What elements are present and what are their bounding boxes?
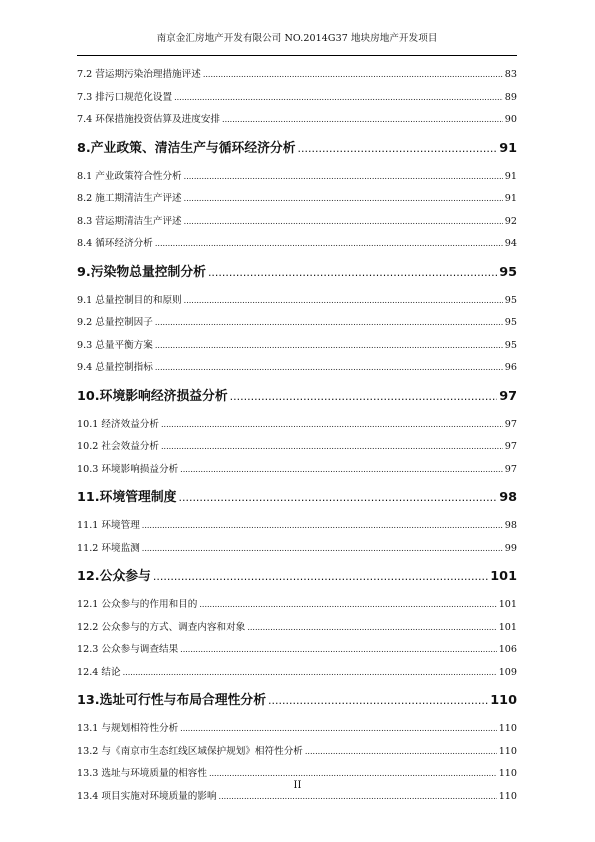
toc-entry-title: 12.公众参与 <box>77 569 151 584</box>
toc-dot-leader <box>155 312 503 335</box>
toc-dot-leader <box>161 414 503 437</box>
toc-entry-title: 7.2 营运期污染治理措施评述 <box>77 69 201 80</box>
toc-entry-title: 10.1 经济效益分析 <box>77 418 159 430</box>
toc-subsection-entry[interactable] <box>77 312 517 335</box>
toc-subsection-entry[interactable] <box>77 64 517 87</box>
toc-section-entry[interactable] <box>77 132 517 166</box>
toc-subsection-entry[interactable] <box>77 538 517 561</box>
toc-dot-leader <box>230 380 498 414</box>
toc-entry-title: 13.1 与规划相符性分析 <box>77 723 179 734</box>
toc-subsection-entry[interactable] <box>77 459 517 482</box>
table-of-contents <box>77 64 517 808</box>
toc-entry-title: 9.4 总量控制指标 <box>77 362 153 373</box>
toc-section-entry[interactable] <box>77 256 517 290</box>
toc-entry-page: 95 <box>504 294 517 306</box>
toc-dot-leader <box>142 538 503 561</box>
toc-entry-title: 11.环境管理制度 <box>77 490 177 505</box>
toc-entry-page: 101 <box>490 569 517 584</box>
toc-subsection-entry[interactable] <box>77 741 517 764</box>
toc-entry-page: 109 <box>498 666 517 678</box>
page-footer <box>0 780 595 791</box>
toc-subsection-entry[interactable] <box>77 594 517 617</box>
toc-section-entry[interactable] <box>77 560 517 594</box>
toc-entry-page: 101 <box>498 621 517 633</box>
toc-entry-title: 12.2 公众参与的方式、调查内容和对象 <box>77 621 246 633</box>
toc-dot-leader <box>184 211 503 234</box>
toc-subsection-entry[interactable] <box>77 662 517 685</box>
toc-entry-title: 9.污染物总量控制分析 <box>77 264 206 280</box>
toc-entry-page: 95 <box>499 264 517 280</box>
toc-entry-title: 9.1 总量控制目的和原则 <box>77 294 182 306</box>
toc-subsection-entry[interactable] <box>77 357 517 380</box>
toc-entry-title: 10.2 社会效益分析 <box>77 441 159 452</box>
toc-section-entry[interactable] <box>77 481 517 515</box>
toc-entry-title: 13.4 项目实施对环境质量的影响 <box>77 790 217 802</box>
toc-dot-leader <box>155 335 503 358</box>
page-number: II <box>293 780 302 791</box>
toc-dot-leader <box>203 64 503 87</box>
toc-entry-page: 91 <box>499 140 517 156</box>
toc-dot-leader <box>184 166 503 189</box>
toc-entry-page: 110 <box>498 745 517 757</box>
toc-entry-page: 94 <box>504 238 517 249</box>
toc-section-entry[interactable] <box>77 380 517 414</box>
toc-subsection-entry[interactable] <box>77 335 517 358</box>
toc-entry-title: 13.2 与《南京市生态红线区域保护规划》相符性分析 <box>77 745 303 757</box>
toc-entry-title: 10.3 环境影响损益分析 <box>77 463 179 475</box>
toc-subsection-entry[interactable] <box>77 290 517 313</box>
toc-subsection-entry[interactable] <box>77 436 517 459</box>
toc-entry-title: 12.1 公众参与的作用和目的 <box>77 599 198 610</box>
toc-dot-leader <box>153 560 488 594</box>
running-header <box>77 31 517 56</box>
toc-dot-leader <box>298 132 498 166</box>
running-header-title: 南京金汇房地产开发有限公司 NO.2014G37 地块房地产开发项目 <box>156 33 438 44</box>
toc-dot-leader <box>184 188 503 211</box>
toc-entry-page: 95 <box>504 317 517 328</box>
toc-subsection-entry[interactable] <box>77 617 517 640</box>
toc-dot-leader <box>180 459 503 482</box>
toc-dot-leader <box>222 109 503 132</box>
toc-entry-page: 95 <box>504 339 517 351</box>
toc-entry-title: 11.2 环境监测 <box>77 542 140 554</box>
toc-entry-title: 9.2 总量控制因子 <box>77 317 153 328</box>
toc-entry-title: 13.选址可行性与布局合理性分析 <box>77 693 267 708</box>
toc-dot-leader <box>199 594 496 617</box>
toc-dot-leader <box>247 617 496 640</box>
toc-dot-leader <box>123 662 497 685</box>
toc-entry-title: 8.1 产业政策符合性分析 <box>77 170 182 182</box>
toc-entry-title: 11.1 环境管理 <box>77 520 140 531</box>
toc-entry-page: 83 <box>504 69 517 80</box>
toc-entry-page: 98 <box>499 490 517 505</box>
toc-entry-title: 8.产业政策、清洁生产与循环经济分析 <box>77 140 296 156</box>
toc-subsection-entry[interactable] <box>77 109 517 132</box>
toc-entry-title: 12.3 公众参与调查结果 <box>77 644 179 655</box>
toc-dot-leader <box>178 481 497 515</box>
toc-subsection-entry[interactable] <box>77 211 517 234</box>
toc-entry-page: 106 <box>498 644 517 655</box>
toc-entry-page: 110 <box>498 723 517 734</box>
toc-subsection-entry[interactable] <box>77 166 517 189</box>
toc-entry-page: 97 <box>504 463 517 475</box>
toc-dot-leader <box>142 515 503 538</box>
toc-entry-page: 90 <box>504 114 517 125</box>
toc-dot-leader <box>161 436 503 459</box>
toc-entry-page: 91 <box>504 170 517 182</box>
toc-entry-title: 13.3 选址与环境质量的相容性 <box>77 768 207 779</box>
toc-dot-leader <box>268 684 488 718</box>
toc-entry-page: 91 <box>504 193 517 204</box>
toc-dot-leader <box>180 718 497 741</box>
toc-entry-title: 8.2 施工期清洁生产评述 <box>77 193 182 204</box>
toc-dot-leader <box>174 87 503 110</box>
toc-dot-leader <box>208 256 497 290</box>
toc-entry-title: 9.3 总量平衡方案 <box>77 339 153 351</box>
toc-entry-page: 99 <box>504 542 517 554</box>
toc-entry-title: 8.4 循环经济分析 <box>77 238 153 249</box>
toc-section-entry[interactable] <box>77 684 517 718</box>
toc-entry-page: 97 <box>499 388 517 404</box>
toc-dot-leader <box>155 357 503 380</box>
toc-subsection-entry[interactable] <box>77 639 517 662</box>
toc-entry-page: 97 <box>504 441 517 452</box>
toc-dot-leader <box>184 290 503 313</box>
toc-entry-title: 10.环境影响经济损益分析 <box>77 388 228 404</box>
toc-subsection-entry[interactable] <box>77 414 517 437</box>
toc-subsection-entry[interactable] <box>77 87 517 110</box>
toc-dot-leader <box>155 233 503 256</box>
toc-entry-page: 96 <box>504 362 517 373</box>
toc-entry-page: 98 <box>504 520 517 531</box>
toc-dot-leader <box>180 639 497 662</box>
toc-subsection-entry[interactable] <box>77 515 517 538</box>
toc-subsection-entry[interactable] <box>77 188 517 211</box>
toc-entry-title: 8.3 营运期清洁生产评述 <box>77 215 182 227</box>
toc-entry-page: 110 <box>498 768 517 779</box>
toc-entry-page: 89 <box>504 91 517 103</box>
toc-entry-page: 97 <box>504 418 517 430</box>
toc-dot-leader <box>305 741 497 764</box>
toc-entry-page: 110 <box>498 790 517 802</box>
toc-entry-page: 101 <box>498 599 517 610</box>
toc-entry-title: 12.4 结论 <box>77 666 121 678</box>
toc-entry-page: 110 <box>490 693 517 708</box>
toc-entry-page: 92 <box>504 215 517 227</box>
toc-subsection-entry[interactable] <box>77 718 517 741</box>
toc-entry-title: 7.4 环保措施投资估算及进度安排 <box>77 114 221 125</box>
toc-entry-title: 7.3 排污口规范化设置 <box>77 91 173 103</box>
toc-subsection-entry[interactable] <box>77 233 517 256</box>
